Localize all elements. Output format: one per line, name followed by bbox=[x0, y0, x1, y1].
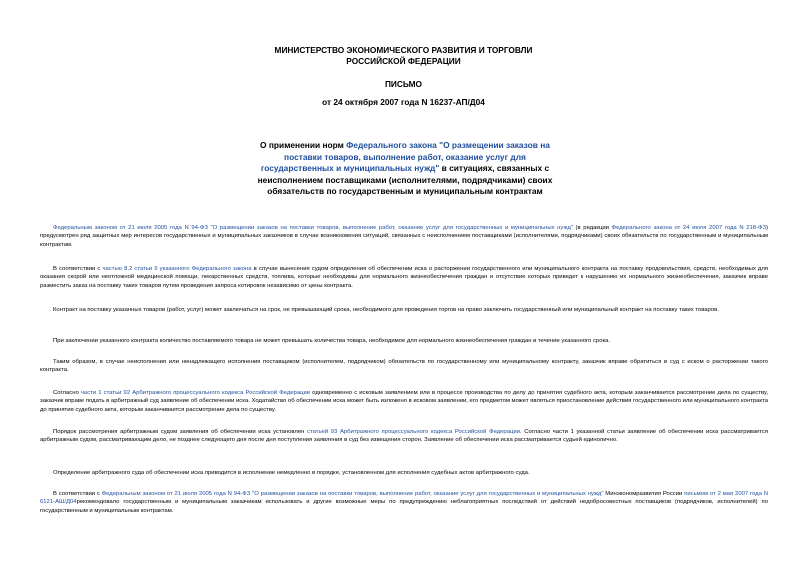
p2-text-1: В соответствии с bbox=[53, 266, 103, 272]
p2-text-2: в случае вынесения судом определения об обеспечении иска о расторжении государственного или муниципального контракта на поставку продовольствия, средств, необходимых для оказания скорой или неотложной медицинской помощи, лекарственных средств, топлива, которые необходимы для нормального жизнеобеспечения граждан и отсутствие которых приведет к нарушению их нормального жизнеобеспечения, заказчик вправе разместить заказ на поставку таких товаров путем проведения запроса котировок независимо от цены контракта. bbox=[40, 266, 768, 289]
p9-letter-link[interactable]: письмом от 2 мая 2007 года N 6121-АШ/Д04 bbox=[40, 491, 768, 506]
document-title bbox=[255, 140, 555, 198]
p5-text: Таким образом, в случае неисполнения или ненадлежащего исполнения поставщиком (исполнителем, подрядчиком) обязательств по государственному или муниципальному контракту, заказчик вправе обратиться в суд с иском о расторжении такого контракта. bbox=[40, 359, 768, 374]
p1-text-2: ) предусмотрен ряд защитных мер интересов государственных и муниципальных заказчиков в случае возникновения ситуаций, связанных с неисполнением поставщиками (исполнителями, подрядчиками) своих обязательств по государственным и муниципальным контрактам. bbox=[40, 225, 769, 248]
p6-text-2: одновременно с исковым заявлением или в процессе производства по делу до принятия судебного акта, которым заканчивается рассмотрение дела по существу, заказчик вправе подать в арбитражный суд заявление об обеспечении иска. Ходатайство об обеспечении иска может быть изложено в исковом заявлении, его предметом может являться приостановление действия государственного или муниципального контракта до принятия судебного акта, которым заканчивается рассмотрение дела по существу. bbox=[40, 390, 769, 413]
p2-article-link[interactable]: частью 8.2 статьи 9 указанного Федерального закона bbox=[102, 266, 252, 272]
p9-text-1: В соответствии с bbox=[53, 491, 102, 497]
p7-code-link[interactable]: статьей 93 Арбитражного процессуального кодекса Российской Федерации bbox=[307, 429, 520, 435]
paragraph-4 bbox=[40, 337, 768, 345]
p1-text-1: (в редакции bbox=[572, 225, 612, 231]
p1-law-94-link[interactable]: Федеральным законом от 21 июля 2005 года N 94-ФЗ "О размещении заказов на поставки товаров, выполнение работ, оказание услуг для государственных и муниципальных нужд" bbox=[53, 225, 573, 231]
document-date-number: от 24 октября 2007 года N 16237-АП/Д04 bbox=[322, 97, 485, 107]
paragraph-7 bbox=[40, 428, 768, 445]
p1-law-218-link[interactable]: Федерального закона от 24 июля 2007 года N 218-ФЗ bbox=[611, 225, 767, 231]
ministry-name-line1: МИНИСТЕРСТВО ЭКОНОМИЧЕСКОГО РАЗВИТИЯ И ТОРГОВЛИ bbox=[274, 45, 533, 55]
p7-text-2: . Согласно части 1 указанной статьи заявление об обеспечении иска рассматривается арбитражным судом, рассматривающим дело, не позднее следующего дня после дня поступления заявления в суд без извещения сторон. Заявление об обеспечении иска рассматривается судьей единолично. bbox=[40, 429, 768, 444]
p6-text-1: Согласно bbox=[53, 390, 81, 396]
title-law-link[interactable]: Федерального закона "О размещении заказов на поставки товаров, выполнение работ, оказание услуг для государственных и муниципальных нужд" bbox=[260, 140, 550, 174]
p6-code-link[interactable]: части 1 статьи 92 Арбитражного процессуального кодекса Российской Федерации bbox=[80, 390, 311, 396]
paragraph-1 bbox=[40, 224, 768, 249]
p9-law-94-link[interactable]: Федеральным законом от 21 июля 2005 года N 94-ФЗ "О размещении заказов на поставки товаров, выполнение работ, оказание услуг для государственных и муниципальных нужд" bbox=[101, 491, 604, 497]
paragraph-8 bbox=[40, 469, 768, 477]
p8-text: Определение арбитражного суда об обеспечении иска приводится в исполнение немедленно в порядке, установленном для исполнения судебных актов арбитражного суда. bbox=[53, 470, 530, 476]
paragraph-2 bbox=[40, 265, 768, 290]
ministry-name-line2: РОССИЙСКОЙ ФЕДЕРАЦИИ bbox=[346, 56, 461, 66]
title-prefix: О применении норм bbox=[260, 140, 347, 150]
paragraph-5 bbox=[40, 358, 768, 375]
paragraph-9 bbox=[40, 490, 768, 515]
p4-text: При заключении указанного контракта количество поставляемого товара не может превышать количества товара, необходимое для нормального жизнеобеспечения граждан в течение указанного срока. bbox=[53, 338, 611, 344]
title-suffix: в ситуациях, связанных с неисполнением поставщиками (исполнителями, подрядчиками) своих обязательств по государственным и муниципальным контрактам bbox=[257, 163, 553, 197]
p3-text: Контракт на поставку указанных товаров (работ, услуг) может заключаться на срок, не превышающий срока, необходимого для проведения торгов на право заключить государственный или муниципальный контракт на поставку таких товаров. bbox=[53, 307, 719, 313]
p9-text-2: Минэкономразвития России bbox=[603, 491, 685, 497]
document-type: ПИСЬМО bbox=[384, 79, 423, 89]
paragraph-6 bbox=[40, 389, 768, 414]
paragraph-3 bbox=[40, 306, 768, 314]
p9-text-3: рекомендовало государственным и муниципальным заказчикам использовать и другие возможные меры по предупреждению неблагоприятных последствий от действий недобросовестных поставщиков (подрядчиков, исполнителей) по государственным и муниципальным контрактам. bbox=[40, 499, 768, 514]
p7-text-1: Порядок рассмотрения арбитражным судом заявления об обеспечении иска установлен bbox=[53, 429, 308, 435]
